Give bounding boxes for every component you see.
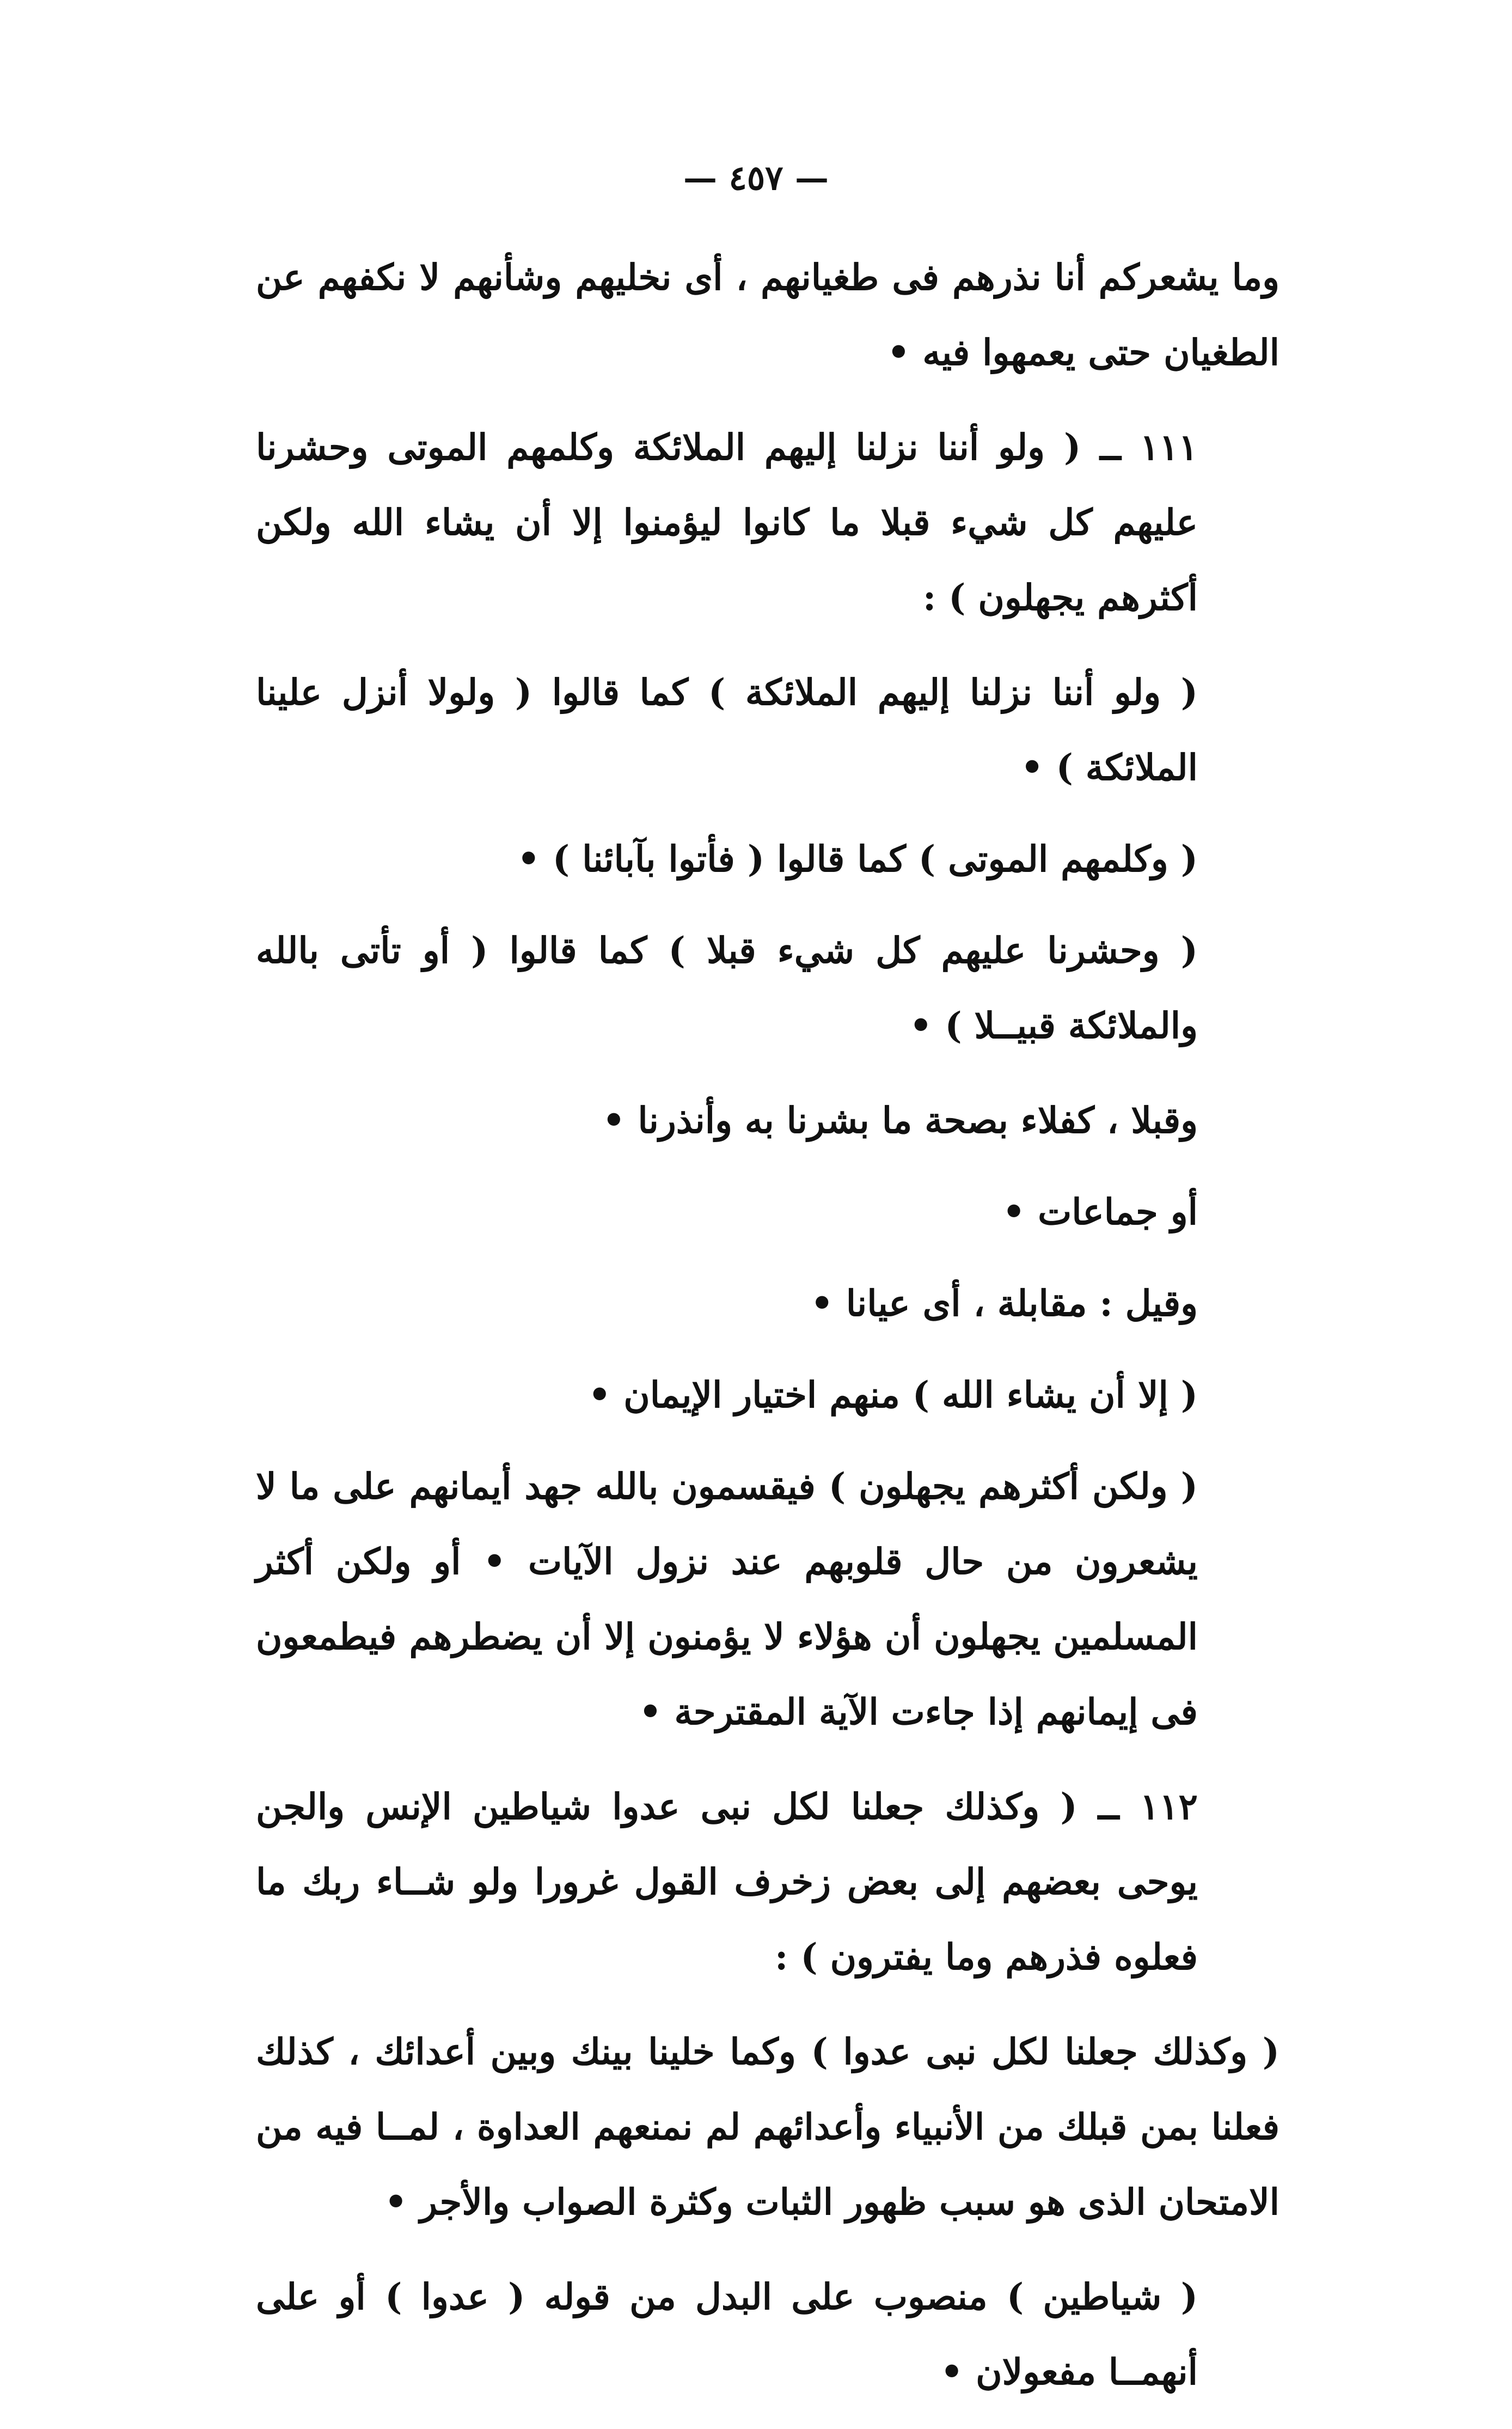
paragraph: وما يشعركم أنا نذرهم فى طغيانهم ، أى نخليهم وشأنهم لا نكفهم عن الطغيان حتى يعمهوا فيه • bbox=[256, 256, 1280, 374]
body-text bbox=[256, 240, 1280, 2429]
paragraph: ( ولو أننا نزلنا إليهم الملائكة ) كما قالوا ( ولولا أنزل علينا الملائكة ) • bbox=[256, 671, 1198, 789]
verse-112-paragraph: ١١٢ ــ ( وكذلك جعلنا لكل نبى عدوا شياطين الإنس والجن يوحى بعضهم إلى بعض زخرف القول غرورا ولو شــاء ربك ما فعلوه فذرهم وما يفترون ) : bbox=[256, 1785, 1198, 1978]
paragraph: وقيل : مقابلة ، أى عيانا • bbox=[810, 1282, 1198, 1325]
page-number: — ٤٥٧ — bbox=[683, 158, 829, 198]
paragraph: ( وكذلك جعلنا لكل نبى عدوا ) وكما خلينا بينك وبين أعدائك ، كذلك فعلنا بمن قبلك من الأنبياء وأعدائهم لم نمنعهم العداوة ، لمــا فيه من الامتحان الذى هو سبب ظهور الثبات وكثرة الصواب والأجر • bbox=[256, 2030, 1280, 2223]
paragraph: أو جماعات • bbox=[1002, 1191, 1198, 1233]
paragraph: ( ولكن أكثرهم يجهلون ) فيقسمون بالله جهد أيمانهم على ما لا يشعرون من حال قلوبهم عند نزول الآيات • أو ولكن أكثر المسلمين يجهلون أن هؤلاء لا يؤمنون إلا أن يضطرهم فيطمعون فى إيمانهم إذا جاءت الآية المقترحة • bbox=[256, 1465, 1198, 1733]
paragraph: ( وحشرنا عليهم كل شيء قبلا ) كما قالوا ( أو تأتى بالله والملائكة قبيــلا ) • bbox=[256, 929, 1198, 1047]
paragraph: ( وكلمهم الموتى ) كما قالوا ( فأتوا بآبائنا ) • bbox=[517, 838, 1198, 880]
paragraph: وقبلا ، كفلاء بصحة ما بشرنا به وأنذرنا • bbox=[602, 1099, 1198, 1142]
verse-111-paragraph: ١١١ ــ ( ولو أننا نزلنا إليهم الملائكة وكلمهم الموتى وحشرنا عليهم كل شيء قبلا ما كانوا ليؤمنوا إلا أن يشاء الله ولكن أكثرهم يجهلون ) : bbox=[256, 426, 1198, 619]
paragraph: ( شياطين ) منصوب على البدل من قوله ( عدوا ) أو على أنهمــا مفعولان • bbox=[256, 2275, 1198, 2393]
paragraph: ( إلا أن يشاء الله ) منهم اختيار الإيمان • bbox=[588, 1374, 1198, 1416]
